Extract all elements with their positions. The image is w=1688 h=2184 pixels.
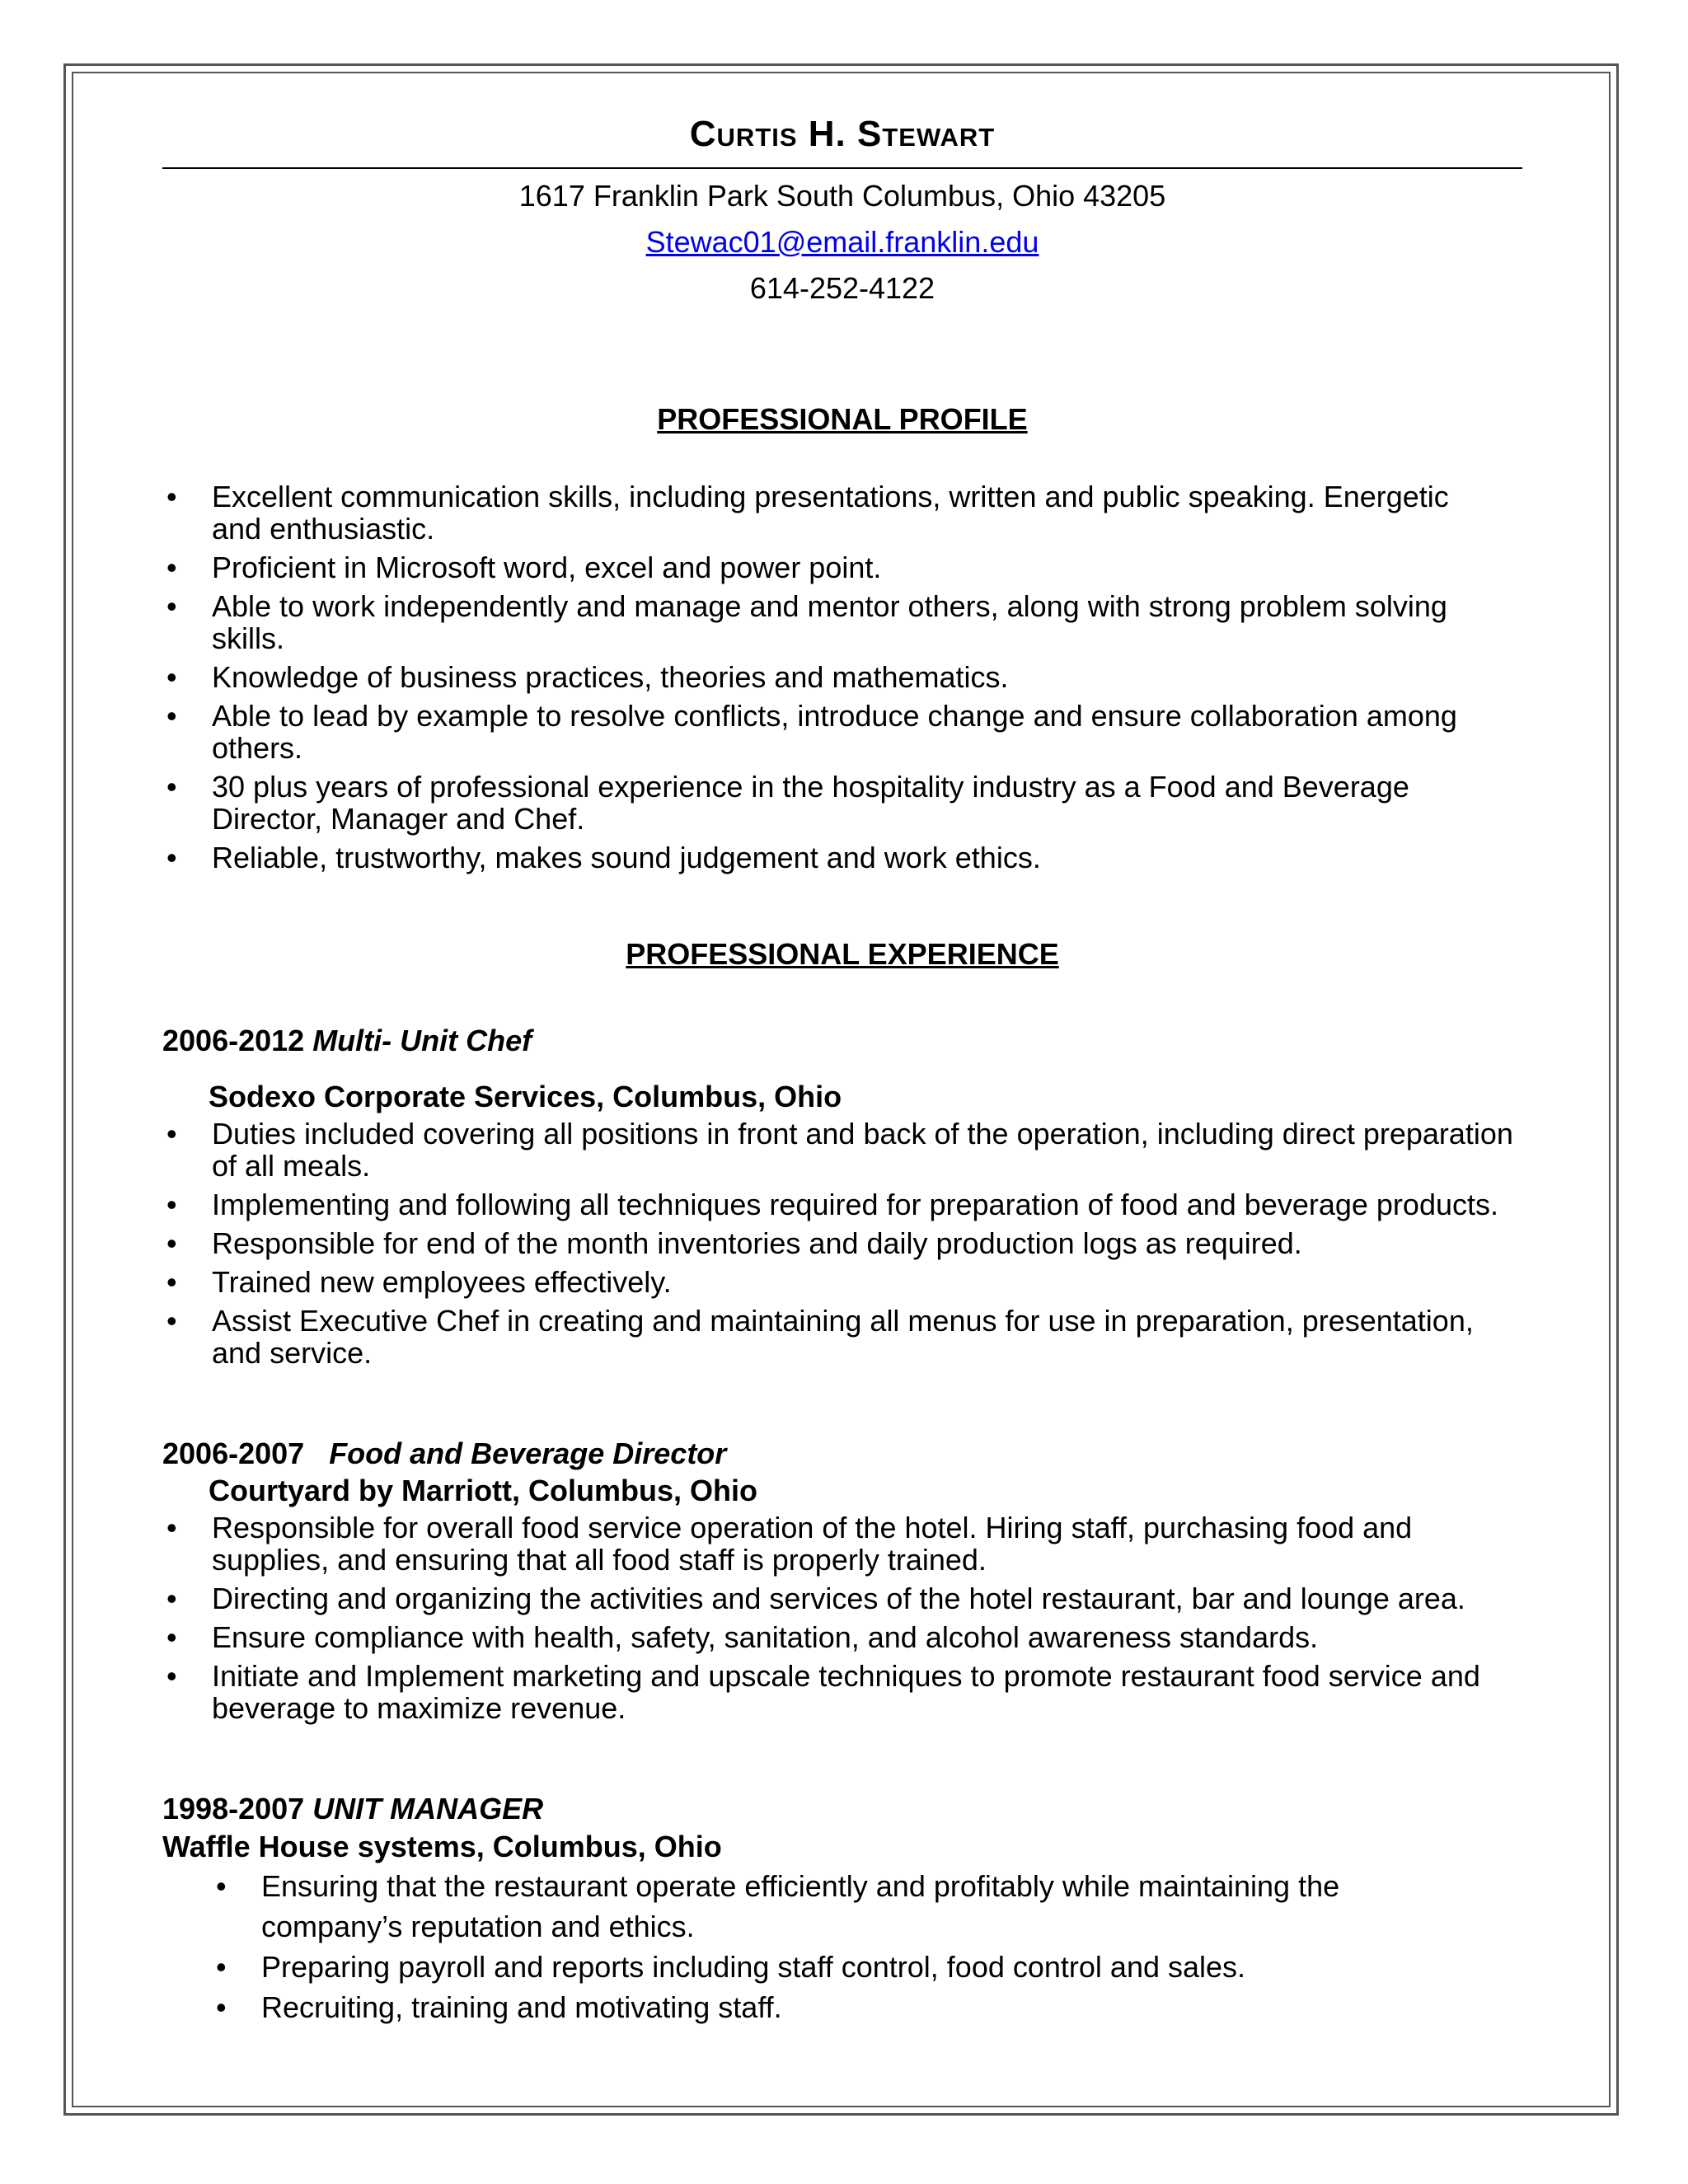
list-item: • Excellent communication skills, including presentations, written and public speaking. Energetic and enthusiastic. bbox=[162, 480, 1473, 545]
list-item: • 30 plus years of professional experience in the hospitality industry as a Food and Beverage Director, Manager and Chef. bbox=[162, 771, 1473, 835]
job-heading bbox=[162, 1022, 532, 1060]
job-title: Food and Beverage Director bbox=[329, 1436, 727, 1470]
job-years: 1998-2007 bbox=[162, 1792, 305, 1825]
list-item: • Initiate and Implement marketing and upscale techniques to promote restaurant food service and beverage to maximize revenue. bbox=[162, 1660, 1498, 1724]
list-item: • Directing and organizing the activities and services of the hotel restaurant, bar and lounge area. bbox=[162, 1582, 1498, 1615]
list-item: • Able to work independently and manage and mentor others, along with strong problem solving skills. bbox=[162, 590, 1473, 654]
job-duties-list bbox=[162, 1118, 1514, 1369]
name-underline bbox=[162, 167, 1522, 169]
section-title-profile: PROFESSIONAL PROFILE bbox=[657, 402, 1028, 436]
job-title: Multi- Unit Chef bbox=[312, 1024, 532, 1057]
list-item: • Knowledge of business practices, theories and mathematics. bbox=[162, 661, 1473, 693]
job-company: Sodexo Corporate Services, Columbus, Ohio bbox=[209, 1080, 842, 1113]
address: 1617 Franklin Park South Columbus, Ohio 43205 bbox=[518, 179, 1166, 213]
list-item: • Implementing and following all techniques required for preparation of food and beverage products. bbox=[162, 1188, 1514, 1221]
phone: 614-252-4122 bbox=[749, 271, 935, 305]
list-item: • Assist Executive Chef in creating and maintaining all menus for use in preparation, presentation, and service. bbox=[162, 1305, 1514, 1369]
profile-list bbox=[162, 480, 1473, 874]
resume-page bbox=[162, 0, 1522, 2184]
section-title-experience: PROFESSIONAL EXPERIENCE bbox=[626, 937, 1059, 971]
list-item: • Able to lead by example to resolve conflicts, introduce change and ensure collaboration among others. bbox=[162, 700, 1473, 764]
job-company: Waffle House systems, Columbus, Ohio bbox=[162, 1830, 722, 1863]
email-line bbox=[162, 224, 1522, 260]
job-years: 2006-2007 bbox=[162, 1436, 305, 1470]
list-item: • Duties included covering all positions in front and back of the operation, including direct preparation of all meals. bbox=[162, 1118, 1514, 1182]
job-heading bbox=[162, 1790, 543, 1828]
list-item: • Responsible for overall food service operation of the hotel. Hiring staff, purchasing food and supplies, and ensuring that all food staff is properly trained. bbox=[162, 1511, 1498, 1576]
list-item: • Ensure compliance with health, safety, sanitation, and alcohol awareness standards. bbox=[162, 1621, 1498, 1653]
job-company: Courtyard by Marriott, Columbus, Ohio bbox=[209, 1474, 758, 1507]
list-item: • Responsible for end of the month inventories and daily production logs as required. bbox=[162, 1227, 1514, 1259]
list-item: • Preparing payroll and reports including staff control, food control and sales. bbox=[162, 1947, 1473, 1987]
list-item: • Ensuring that the restaurant operate efficiently and profitably while maintaining the company’s reputation and ethics. bbox=[162, 1866, 1473, 1947]
list-item: • Recruiting, training and motivating staff. bbox=[162, 1987, 1473, 2027]
job-duties-list bbox=[162, 1511, 1498, 1724]
list-item: • Proficient in Microsoft word, excel and power point. bbox=[162, 551, 1473, 583]
candidate-name: Curtis H. Stewart bbox=[689, 114, 996, 154]
list-item: • Trained new employees effectively. bbox=[162, 1266, 1514, 1298]
job-heading bbox=[162, 1435, 726, 1473]
list-item: • Reliable, trustworthy, makes sound judgement and work ethics. bbox=[162, 841, 1473, 874]
job-years: 2006-2012 bbox=[162, 1024, 305, 1057]
job-title: UNIT MANAGER bbox=[312, 1792, 544, 1825]
email-link[interactable]: Stewac01@email.franklin.edu bbox=[645, 225, 1039, 259]
job-duties-list bbox=[162, 1866, 1473, 2027]
